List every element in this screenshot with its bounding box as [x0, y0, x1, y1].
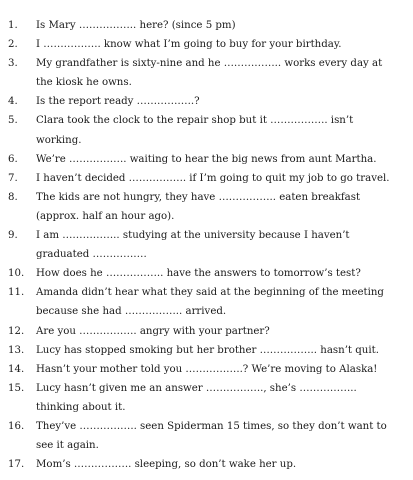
item-number: 1. — [8, 20, 18, 31]
item-text: Hasn’t your mother told you ……………..? We’re moving to Alaska! — [36, 363, 378, 375]
exercise-item-5 — [0, 111, 413, 149]
item-number: 16. — [8, 420, 25, 432]
exercise-item-14 — [0, 360, 413, 379]
item-number: 12. — [8, 325, 25, 337]
item-number: 2. — [8, 39, 18, 51]
item-text: Lucy hasn’t given me an answer …………….., she’s …………….. thinking about it. — [36, 382, 357, 413]
exercise-item-13 — [0, 341, 413, 360]
item-number: 17. — [8, 459, 25, 471]
item-number: 6. — [8, 153, 18, 165]
exercise-item-7 — [0, 169, 413, 188]
item-text: Clara took the clock to the repair shop but it …………….. isn’t working. — [36, 115, 354, 146]
exercise-item-6 — [0, 150, 413, 169]
item-text: I …………….. know what I’m going to buy for your birthday. — [36, 39, 342, 51]
item-number: 14. — [8, 363, 25, 375]
item-text: We’re …………….. waiting to hear the big news from aunt Martha. — [36, 153, 377, 165]
exercise-list — [0, 16, 413, 474]
item-number: 7. — [8, 172, 18, 184]
exercise-item-4 — [0, 92, 413, 111]
item-number: 10. — [8, 268, 25, 280]
item-number: 4. — [8, 96, 18, 108]
exercise-item-3 — [0, 54, 413, 92]
exercise-item-8 — [0, 188, 413, 226]
item-number: 5. — [8, 115, 18, 127]
exercise-item-16 — [0, 417, 413, 455]
item-number: 8. — [8, 191, 18, 203]
item-text: I haven’t decided …………….. if I’m going to quit my job to go travel. — [36, 172, 390, 184]
item-text: I am …………….. studying at the university because I haven’t graduated ……………. — [36, 230, 350, 261]
exercise-item-9 — [0, 226, 413, 264]
exercise-item-17 — [0, 455, 413, 474]
item-number: 3. — [8, 58, 18, 70]
item-number: 9. — [8, 230, 18, 242]
exercise-item-10 — [0, 264, 413, 283]
item-text: Lucy has stopped smoking but her brother …………….. hasn’t quit. — [36, 344, 379, 356]
item-text: They’ve …………….. seen Spiderman 15 times, so they don’t want to see it again. — [36, 420, 387, 452]
item-number: 15. — [8, 382, 25, 394]
item-text: Are you …………….. angry with your partner? — [36, 325, 270, 337]
item-text: My grandfather is sixty-nine and he …………….. works every day at the kiosk he owns. — [36, 58, 383, 89]
item-number: 11. — [8, 287, 25, 299]
item-text: The kids are not hungry, they have …………….. eaten breakfast (approx. half an hour ago). — [36, 191, 361, 222]
exercise-item-11 — [0, 283, 413, 321]
item-text: Amanda didn’t hear what they said at the beginning of the meeting because she had …………….. arrived. — [36, 287, 384, 318]
item-text: Is the report ready ……………..? — [36, 96, 200, 108]
exercise-item-2 — [0, 35, 413, 54]
item-text: Mom’s …………….. sleeping, so don’t wake her up. — [36, 459, 297, 471]
item-number: 13. — [8, 344, 25, 356]
item-text: Is Mary …………….. here? (since 5 pm) — [36, 20, 236, 31]
exercise-item-12 — [0, 322, 413, 341]
item-text: How does he …………….. have the answers to tomorrow’s test? — [36, 268, 361, 280]
exercise-item-15 — [0, 379, 413, 417]
exercise-item-1 — [0, 16, 413, 35]
